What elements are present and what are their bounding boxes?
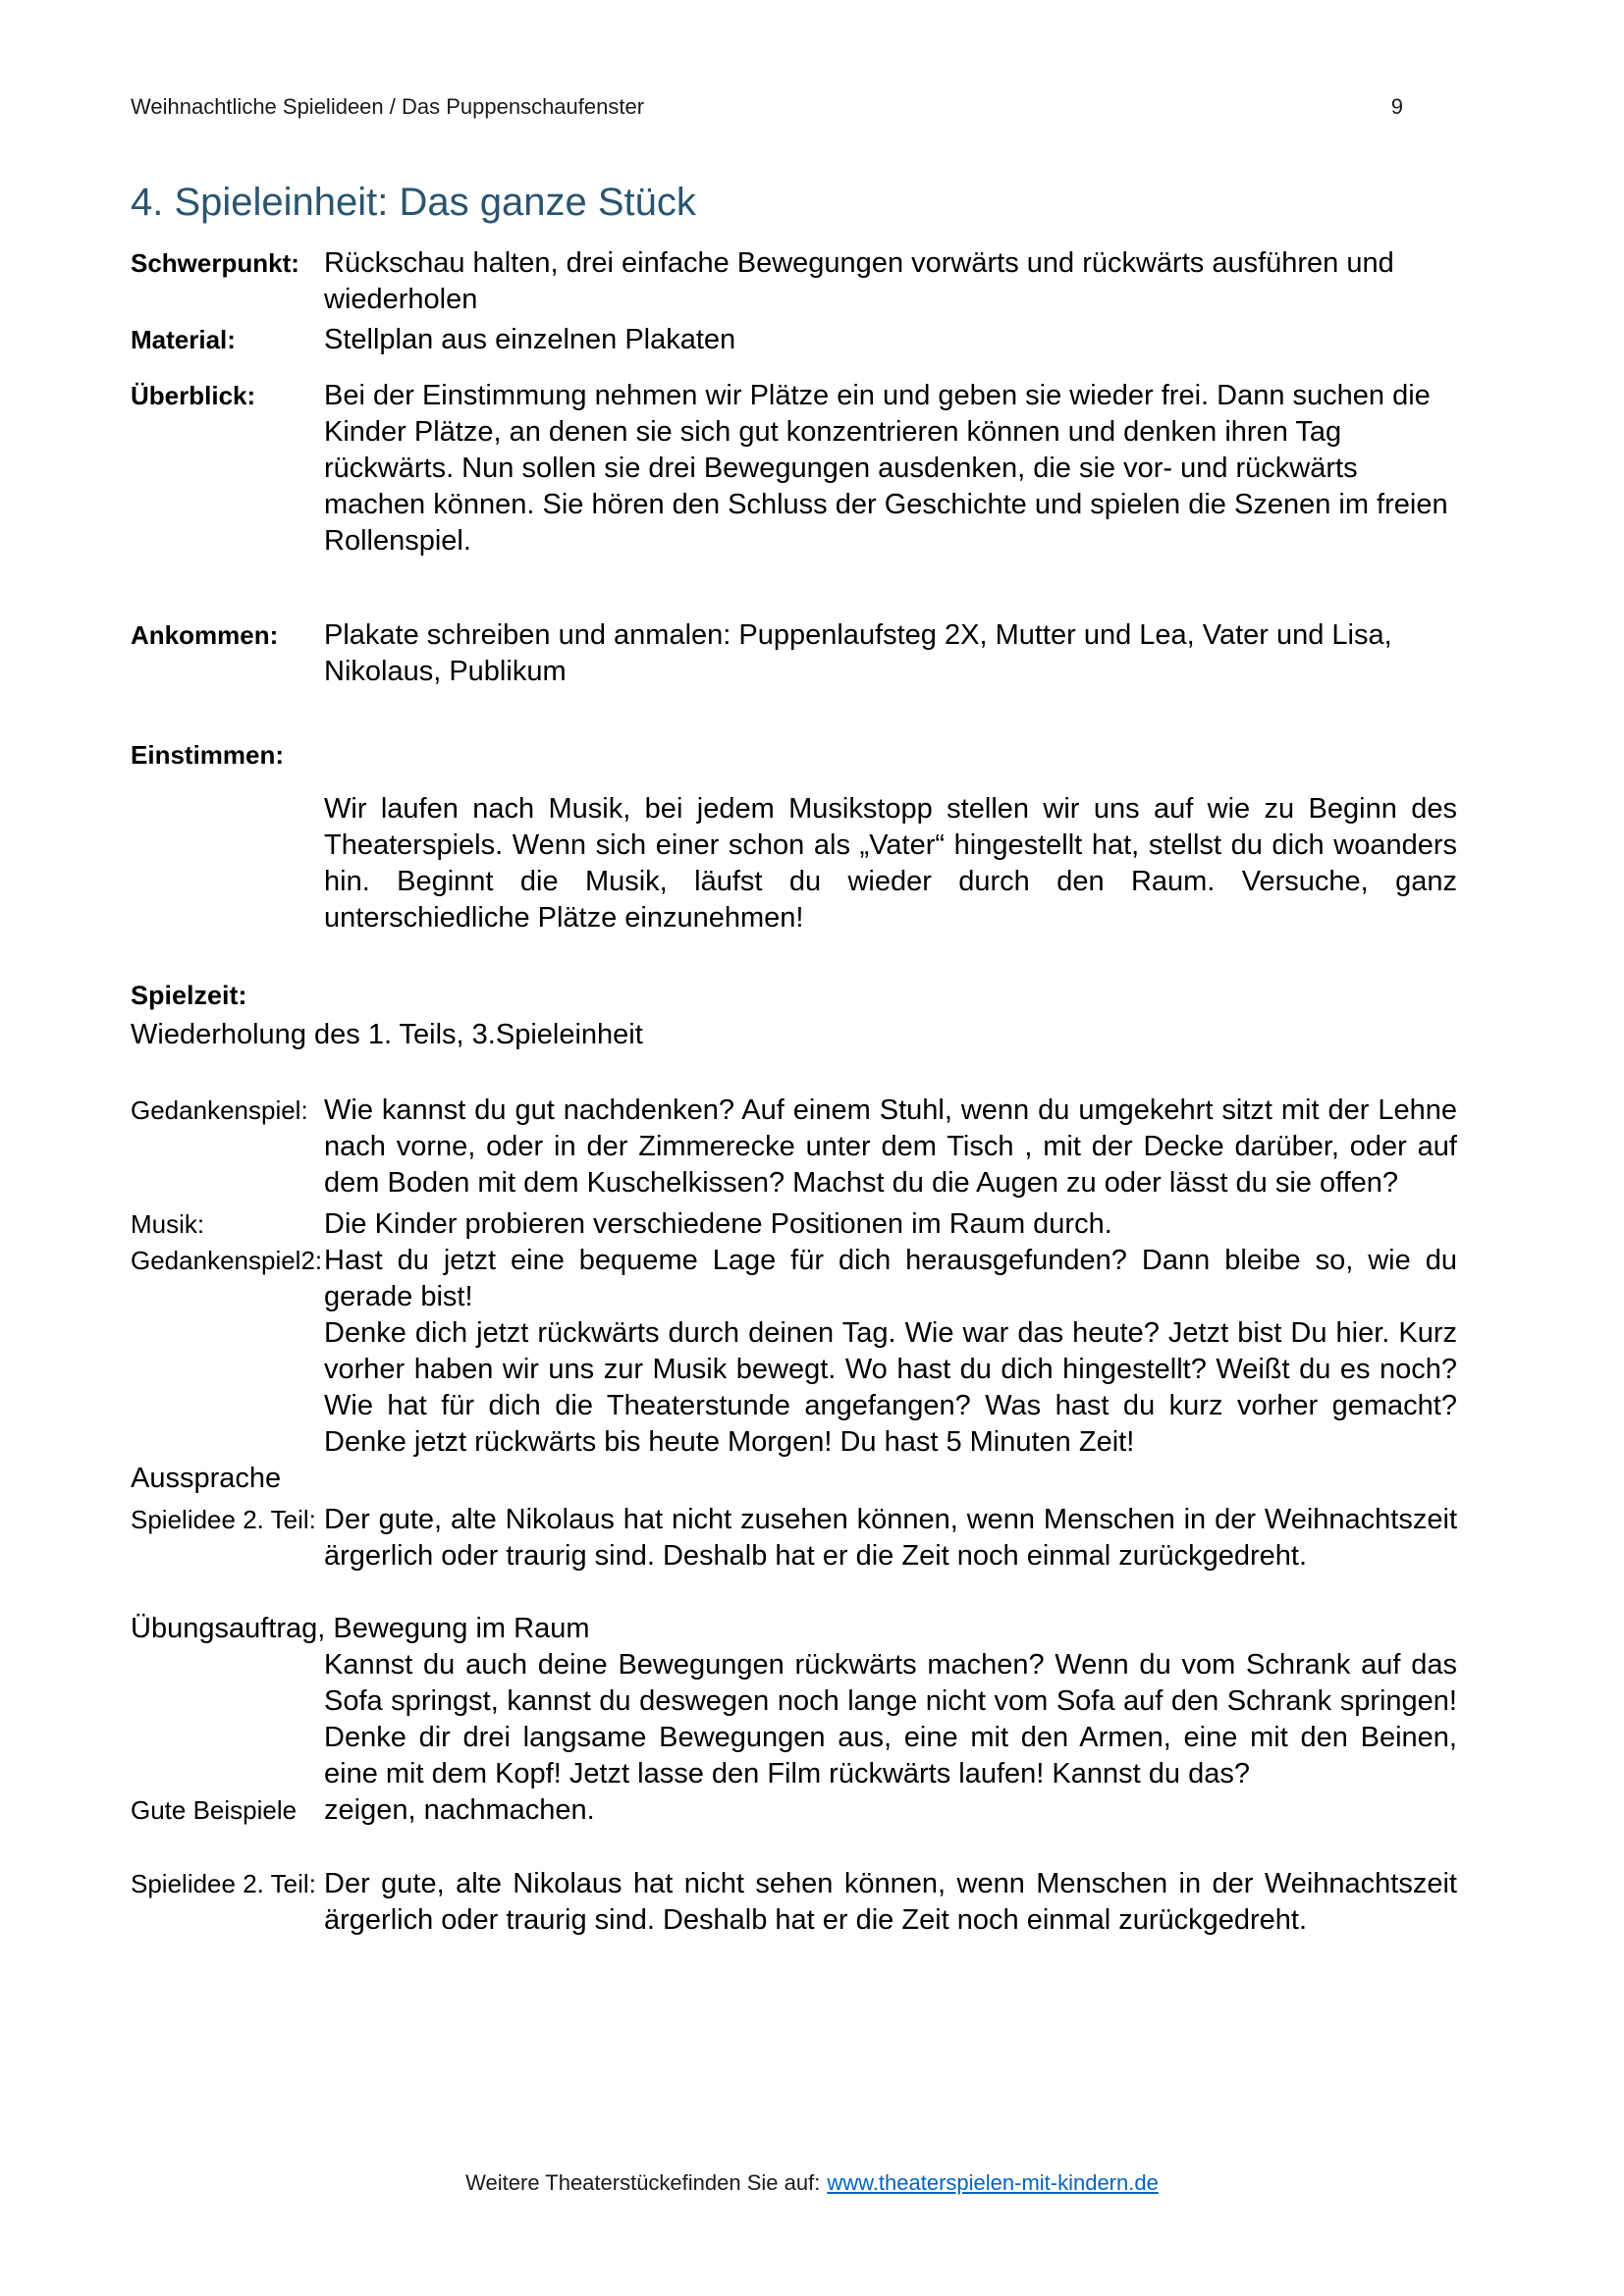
row-gute-beispiele — [131, 1792, 1457, 1829]
page-header — [131, 93, 1457, 121]
text-spielzeit-subtitle: Wiederholung des 1. Teils, 3.Spieleinheit — [131, 1019, 643, 1050]
header-title: Weihnachtliche Spielideen / Das Puppenschaufenster — [131, 94, 645, 119]
footer-link[interactable]: www.theaterspielen-mit-kindern.de — [827, 2170, 1159, 2195]
section-heading: 4. Spieleinheit: Das ganze Stück — [131, 181, 696, 224]
text-ankommen: Plakate schreiben und anmalen: Puppenlaufsteg 2X, Mutter und Lea, Vater und Lisa, Nikolaus, Publikum — [324, 619, 1392, 687]
row-spielidee-2 — [131, 1866, 1457, 1939]
row-ueberblick — [131, 378, 1457, 560]
label-gute-beispiele: Gute Beispiele — [131, 1795, 298, 1825]
label-gedankenspiel2: Gedankenspiel2: — [131, 1246, 323, 1275]
text-schwerpunkt: Rückschau halten, drei einfache Bewegungen vorwärts und rückwärts ausführen und wiederholen — [324, 247, 1394, 315]
row-schwerpunkt — [131, 245, 1457, 318]
label-ankommen: Ankommen: — [131, 620, 279, 650]
text-gedankenspiel2-2: Denke dich jetzt rückwärts durch deinen Tag. Wie war das heute? Jetzt bist Du hier. Kurz vorher haben wir uns zur Musik bewegt. Wo hast du dich hingestellt? Weißt du es noch? Wie hat für dich die Theaterstunde angefangen? Was hast du kurz vorher gemacht? Denke jetzt rückwärts bis heute Morgen! Du hast 5 Minuten Zeit! — [324, 1317, 1457, 1458]
label-schwerpunkt: Schwerpunkt: — [131, 248, 299, 278]
label-uebungsauftrag: Übungsauftrag, Bewegung im Raum — [131, 1613, 590, 1644]
row-uebungsauftrag-text — [131, 1647, 1457, 1792]
page-number: 9 — [1390, 94, 1403, 119]
text-einstimmen: Wir laufen nach Musik, bei jedem Musikstopp stellen wir uns auf wie zu Beginn des Theaterspiels. Wenn sich einer schon als „Vater“ hingestellt hat, stellst du dich woanders hin. Beginnt die Musik, läufst du wieder durch den Raum. Versuche, ganz unterschiedliche Plätze einzunehmen! — [324, 793, 1457, 934]
text-gedankenspiel: Wie kannst du gut nachdenken? Auf einem Stuhl, wenn du umgekehrt sitzt mit der Lehne nach vorne, oder in der Zimmerecke unter dem Tisch , mit der Decke darüber, oder auf dem Boden mit dem Kuschelkissen? Machst du die Augen zu oder lässt du sie offen? — [324, 1095, 1457, 1199]
row-gedankenspiel — [131, 1093, 1457, 1201]
label-einstimmen: Einstimmen: — [131, 740, 285, 770]
text-gute-beispiele: zeigen, nachmachen. — [324, 1794, 595, 1826]
label-spielzeit: Spielzeit: — [131, 981, 247, 1010]
label-material: Material: — [131, 325, 236, 354]
label-spielidee-2: Spielidee 2. Teil: — [131, 1869, 316, 1898]
row-gedankenspiel2 — [131, 1243, 1457, 1461]
label-aussprache: Aussprache — [131, 1463, 282, 1494]
text-spielidee-1: Der gute, alte Nikolaus hat nicht zusehen können, wenn Menschen in der Weihnachtszeit ärgerlich oder traurig sind. Deshalb hat er die Zeit noch einmal zurückgedreht. — [324, 1504, 1457, 1572]
row-einstimmen-text — [131, 791, 1457, 936]
label-ueberblick: Überblick: — [131, 381, 256, 410]
text-musik: Die Kinder probieren verschiedene Positionen im Raum durch. — [324, 1208, 1112, 1240]
row-einstimmen-label — [131, 737, 1457, 774]
label-spielidee-1: Spielidee 2. Teil: — [131, 1505, 316, 1534]
text-gedankenspiel2-1: Hast du jetzt eine bequeme Lage für dich herausgefunden? Dann bleibe so, wie du gerade bist! — [324, 1245, 1457, 1312]
row-spielidee-1 — [131, 1502, 1457, 1575]
text-material: Stellplan aus einzelnen Plakaten — [324, 324, 736, 355]
row-musik — [131, 1206, 1457, 1243]
row-material — [131, 322, 1457, 358]
text-ueberblick: Bei der Einstimmung nehmen wir Plätze ein und geben sie wieder frei. Dann suchen die Kinder Plätze, an denen sie sich gut konzentrieren können und denken ihren Tag rückwärts. Nun sollen sie drei Bewegungen ausdenken, die sie vor- und rückwärts machen können. Sie hören den Schluss der Geschichte und spielen die Szenen im freien Rollenspiel. — [324, 380, 1448, 557]
label-musik: Musik: — [131, 1209, 205, 1239]
text-uebungsauftrag: Kannst du auch deine Bewegungen rückwärts machen? Wenn du vom Schrank auf das Sofa springst, kannst du deswegen noch lange nicht vom Sofa auf den Schrank springen! Denke dir drei langsame Bewegungen aus, eine mit den Armen, eine mit den Beinen, eine mit dem Kopf! Jetzt lasse den Film rückwärts laufen! Kannst du das? — [324, 1649, 1457, 1789]
text-spielidee-2: Der gute, alte Nikolaus hat nicht sehen können, wenn Menschen in der Weihnachtszeit ärgerlich oder traurig sind. Deshalb hat er die Zeit noch einmal zurückgedreht. — [324, 1868, 1457, 1936]
row-ankommen — [131, 617, 1457, 690]
page-footer — [0, 2169, 1624, 2197]
footer-text: Weitere Theaterstückefinden Sie auf: — [465, 2170, 821, 2195]
label-gedankenspiel: Gedankenspiel: — [131, 1095, 308, 1125]
